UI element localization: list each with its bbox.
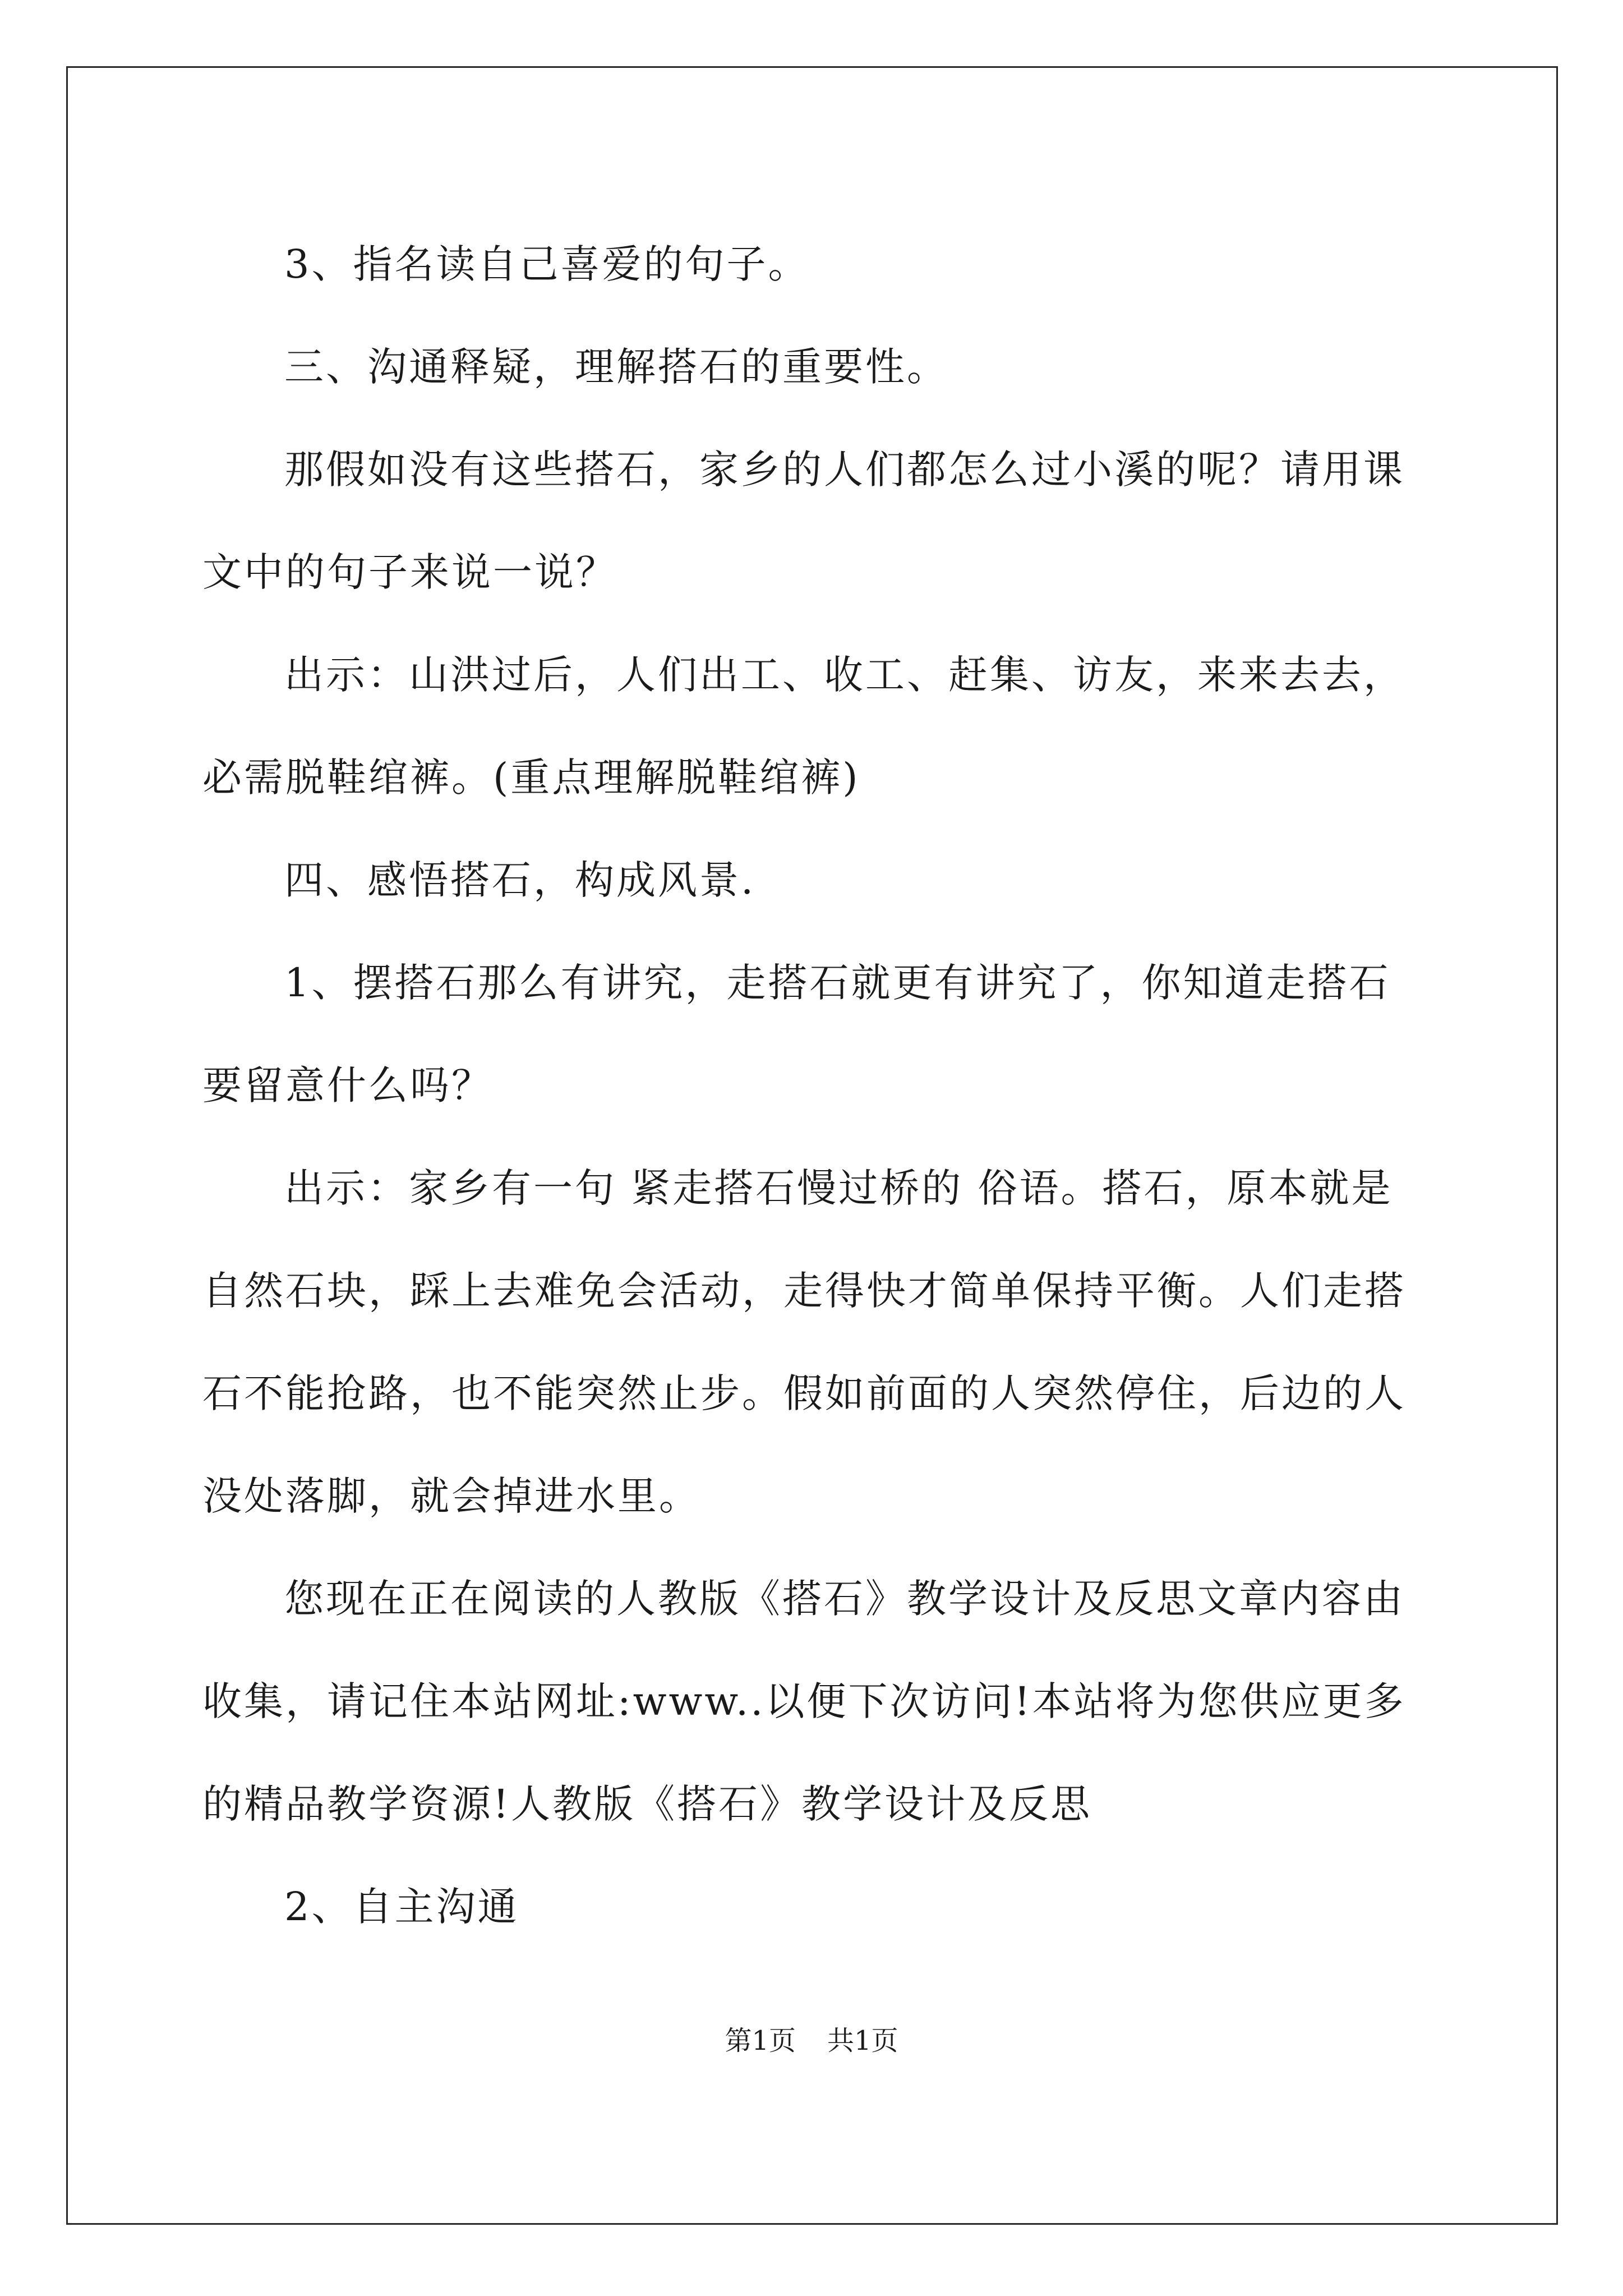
document-body [202, 213, 1431, 1958]
paragraph: 那假如没有这些搭石，家乡的人们都怎么过小溪的呢？请用课文中的句子来说一说？ [202, 447, 1405, 595]
page-number: 第1页 [725, 2025, 796, 2056]
page-footer [0, 2024, 1623, 2058]
paragraph: 3、指名读自己喜爱的句子。 [284, 241, 810, 287]
paragraph: 出示：家乡有一句 紧走搭石慢过桥的 俗语。搭石，原本就是自然石块，踩上去难免会活动，走得快才简单保持平衡。人们走搭石不能抢路，也不能突然止步。假如前面的人突然停住，后边的人没处落脚，就会掉进水里。 [202, 1165, 1406, 1519]
paragraph: 三、沟通释疑，理解搭石的重要性。 [284, 344, 948, 390]
paragraph: 2、自主沟通 [284, 1884, 519, 1930]
paragraph: 四、感悟搭石，构成风景. [284, 857, 756, 903]
paragraph: 1、摆搭石那么有讲究，走搭石就更有讲究了，你知道走搭石要留意什么吗？ [202, 960, 1391, 1108]
paragraph: 出示：山洪过后，人们出工、收工、赶集、访友，来来去去，必需脱鞋绾裤。(重点理解脱鞋绾裤) [202, 652, 1405, 800]
page-total: 共1页 [827, 2025, 898, 2056]
paragraph: 您现在正在阅读的人教版《搭石》教学设计及反思文章内容由收集，请记住本站网址:www..以便下次访问!本站将为您供应更多的精品教学资源!人教版《搭石》教学设计及反思 [202, 1576, 1406, 1827]
